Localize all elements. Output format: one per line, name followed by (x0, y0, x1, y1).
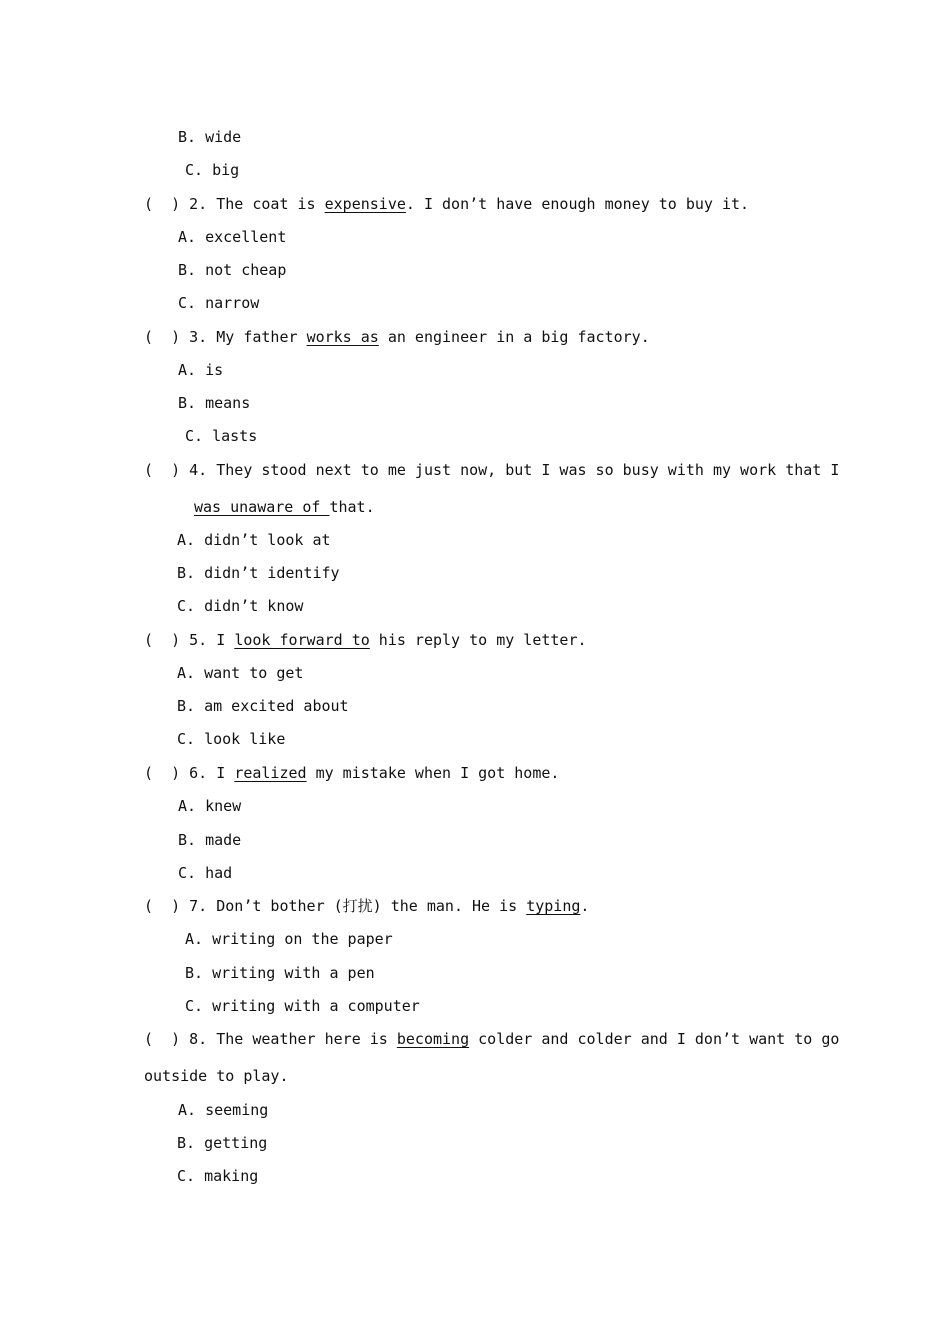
question-number: 4. (189, 461, 208, 479)
question-number: 3. (189, 328, 208, 346)
option-a: A. is (178, 361, 224, 379)
option-b: B. not cheap (178, 261, 287, 279)
option-a: A. want to get (177, 664, 304, 682)
option-b: B. writing with a pen (185, 964, 375, 982)
question-8-stem-continued: outside to play. (144, 1067, 289, 1085)
question-number: 5. (189, 631, 208, 649)
option-b: B. didn’t identify (177, 564, 340, 582)
underlined-word: look forward to (234, 631, 370, 649)
question-number: 6. (189, 764, 208, 782)
answer-bracket: ( ) (144, 897, 181, 915)
question-3-stem: ( ) 3. My father works as an engineer in a big factory. (144, 328, 650, 346)
option-c: C. writing with a computer (185, 997, 420, 1015)
option-b: B. am excited about (177, 697, 349, 715)
underlined-word: was unaware of (194, 498, 330, 516)
option-b: B. getting (177, 1134, 268, 1152)
option-b: B. made (178, 831, 242, 849)
question-number: 8. (189, 1030, 208, 1048)
option-c: C. didn’t know (177, 597, 304, 615)
underlined-word: expensive (324, 195, 406, 213)
question-4-stem: ( ) 4. They stood next to me just now, but I was so busy with my work that I (144, 461, 840, 479)
answer-bracket: ( ) (144, 764, 181, 782)
option-a: A. excellent (178, 228, 287, 246)
answer-bracket: ( ) (144, 461, 181, 479)
underlined-word: becoming (396, 1030, 470, 1048)
answer-bracket: ( ) (144, 1030, 181, 1048)
option-c: C. look like (177, 730, 286, 748)
underlined-word: works as (306, 328, 379, 346)
option-b: B. wide (178, 128, 242, 146)
answer-bracket: ( ) (144, 631, 181, 649)
question-number: 7. (189, 897, 208, 915)
option-c: C. big (185, 161, 240, 179)
option-c: C. making (177, 1167, 259, 1185)
option-c: C. narrow (178, 294, 260, 312)
answer-bracket: ( ) (144, 195, 181, 213)
question-2-stem: ( ) 2. The coat is expensive. I don’t have enough money to buy it. (144, 195, 750, 213)
option-a: A. knew (178, 797, 242, 815)
question-6-stem: ( ) 6. I realized my mistake when I got home. (144, 764, 560, 782)
option-c: C. lasts (185, 427, 258, 445)
option-a: A. didn’t look at (177, 531, 331, 549)
question-5-stem: ( ) 5. I look forward to his reply to my letter. (144, 631, 587, 649)
question-4-stem-continued: was unaware of that. (194, 498, 375, 516)
question-7-stem: ( ) 7. Don’t bother (打扰) the man. He is typing. (144, 897, 590, 915)
answer-bracket: ( ) (144, 328, 181, 346)
option-a: A. writing on the paper (185, 930, 393, 948)
question-8-stem: ( ) 8. The weather here is becoming colder and colder and I don’t want to go (144, 1030, 840, 1048)
question-number: 2. (189, 195, 208, 213)
option-b: B. means (178, 394, 251, 412)
option-c: C. had (178, 864, 233, 882)
option-a: A. seeming (178, 1101, 269, 1119)
underlined-word: realized (234, 764, 307, 782)
underlined-word: typing (526, 897, 581, 915)
